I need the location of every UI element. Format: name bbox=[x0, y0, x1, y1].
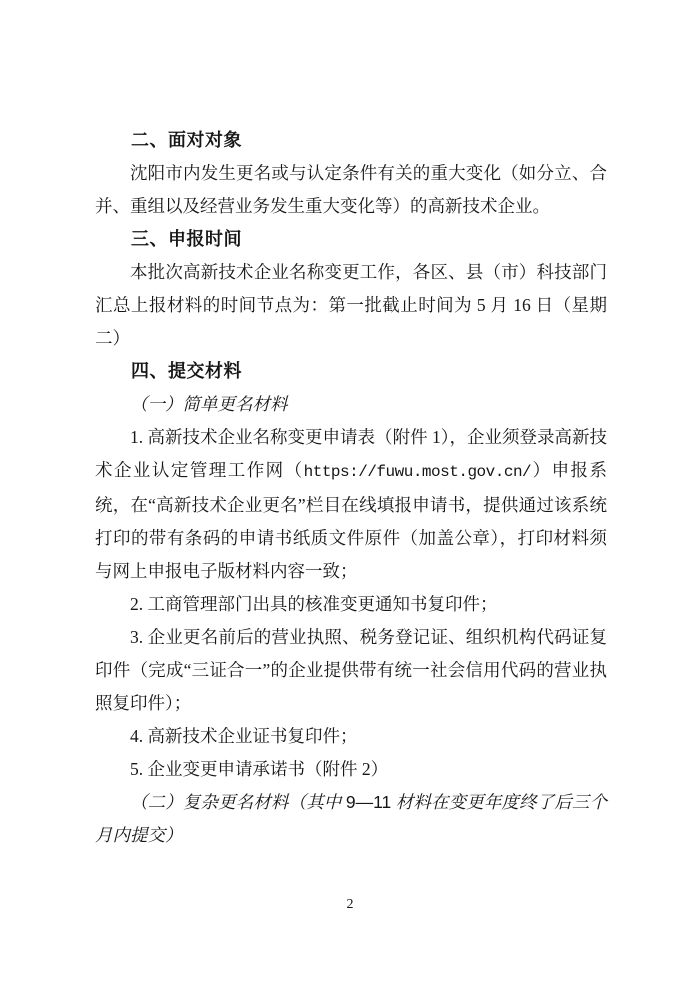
section-heading-audience: 二、面对对象 bbox=[131, 130, 242, 150]
list-item-licenses: 3. 企业更名前后的营业执照、税务登记证、组织机构代码证复印件（完成“三证合一”的企业提供带有统一社会信用代码的营业执照复印件）； bbox=[95, 627, 607, 713]
subsection-simple-rename-title: （一）简单更名材料 bbox=[130, 394, 288, 414]
item1-url-text: https://fuwu.most.gov.cn/ bbox=[303, 463, 532, 481]
item1-text-after-url: ）申报系统，在“高新技术企业更名”栏目在线填报申请书，提供通过该系统打印的带有条码的申请书纸质文件原件（加盖公章），打印材料须与网上申报电子版材料内容一致； bbox=[95, 460, 608, 581]
document-body bbox=[95, 124, 607, 852]
sub2-text-before-range: （二）复杂更名材料（其中 bbox=[130, 792, 346, 812]
sub2-text-after-range: 材料在变更年度终了后三个月内提交） bbox=[95, 792, 608, 845]
subsection-complex-rename-title bbox=[95, 786, 607, 852]
list-item-application-form bbox=[95, 421, 607, 588]
list-item-commitment-letter: 5. 企业变更申请承诺书（附件 2） bbox=[130, 759, 389, 779]
list-item-certificate-copy: 4. 高新技术企业证书复印件； bbox=[130, 726, 358, 746]
sub2-material-range: 9—11 bbox=[345, 792, 392, 812]
page-number: 2 bbox=[346, 897, 354, 912]
section-heading-materials: 四、提交材料 bbox=[131, 361, 242, 381]
paragraph-application-time: 本批次高新技术企业名称变更工作，各区、县（市）科技部门汇总上报材料的时间节点为：第一批截止时间为 5 月 16 日（星期二） bbox=[95, 262, 607, 348]
paragraph-audience: 沈阳市内发生更名或与认定条件有关的重大变化（如分立、合并、重组以及经营业务发生重大变化等）的高新技术企业。 bbox=[95, 163, 607, 216]
item1-text-before-url: 1. 高新技术企业名称变更申请表（附件 1），企业须登录高新技术企业认定管理工作网（ bbox=[95, 427, 607, 480]
list-item-change-notice: 2. 工商管理部门出具的核准变更通知书复印件； bbox=[130, 594, 498, 614]
section-heading-application-time: 三、申报时间 bbox=[131, 229, 242, 249]
